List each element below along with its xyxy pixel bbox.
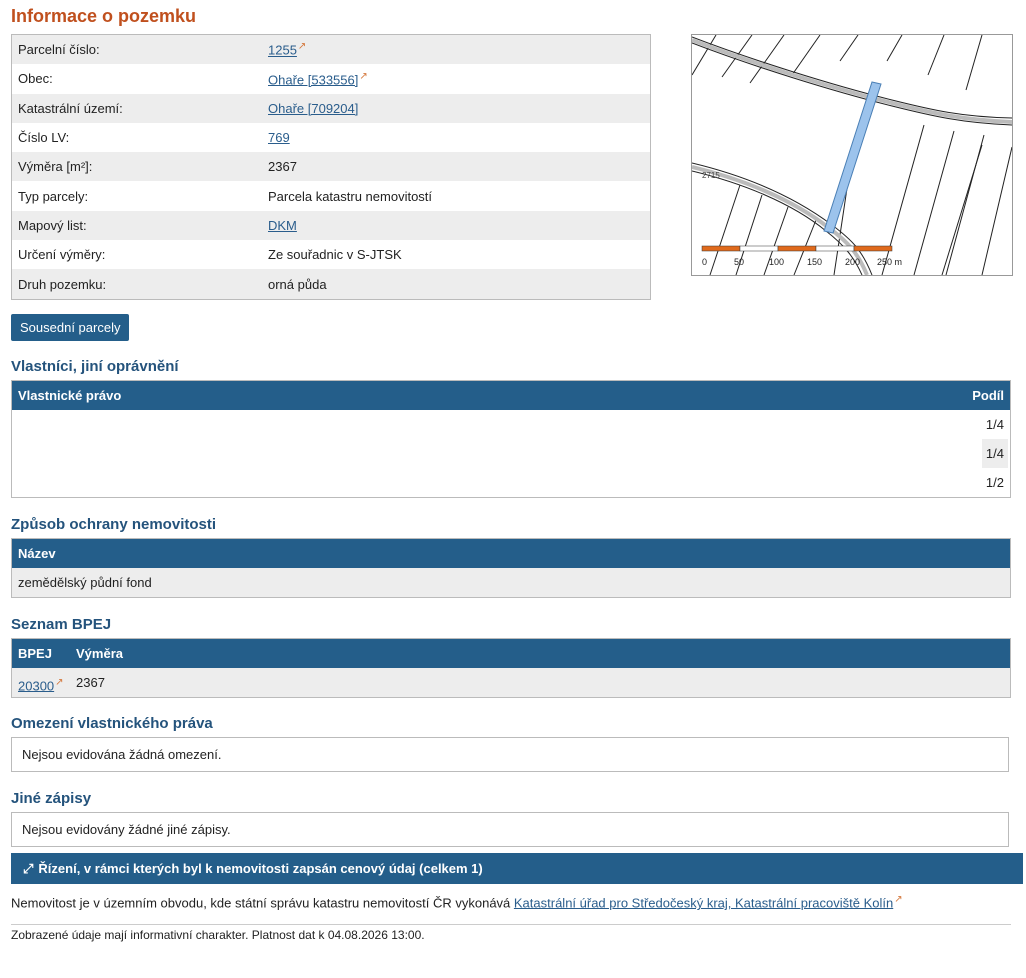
expand-arrows-icon: ⤢: [23, 861, 34, 876]
map-scale-bar: [702, 246, 892, 251]
column-header-share: Podíl: [972, 388, 1004, 403]
office-note: [11, 894, 903, 910]
restrictions-text: Nejsou evidována žádná omezení.: [11, 737, 1009, 772]
municipality-link[interactable]: Ohaře [533556]: [268, 72, 359, 88]
owners-heading: Vlastníci, jiní oprávnění: [11, 358, 179, 375]
info-label: Druh pozemku:: [12, 269, 263, 299]
owners-table: [11, 380, 1011, 498]
cadastral-area-link[interactable]: Ohaře [709204]: [268, 100, 359, 116]
info-row-municipality: [12, 64, 651, 93]
info-value: orná půda: [262, 269, 651, 299]
protection-heading: Způsob ochrany nemovitosti: [11, 516, 217, 533]
map-canvas: [692, 35, 1012, 275]
bpej-table-header: [12, 639, 1010, 668]
bpej-table: [11, 638, 1011, 698]
info-value: 2367: [262, 152, 651, 181]
parcel-number-link[interactable]: 1255: [268, 42, 297, 58]
info-row-map-sheet: [12, 211, 651, 240]
external-link-icon: ↗: [359, 70, 368, 82]
info-label: Výměra [m²]:: [12, 152, 263, 181]
external-link-icon: ↗: [297, 41, 307, 53]
protection-value: zemědělský půdní fond: [18, 575, 152, 590]
other-records-heading: Jiné zápisy: [11, 790, 92, 807]
scale-label: 200: [845, 257, 861, 267]
proceedings-expander[interactable]: [11, 853, 1023, 884]
table-row: [12, 439, 1010, 468]
info-value: [262, 35, 651, 65]
info-row-lv-number: [12, 123, 651, 152]
lv-number-link[interactable]: 769: [268, 130, 290, 146]
protection-table: [11, 538, 1011, 598]
info-label: Obec:: [18, 71, 53, 87]
owners-table-header: [12, 381, 1010, 410]
external-link-icon: ↗: [55, 677, 64, 688]
scale-label: 150: [807, 257, 823, 267]
info-value: Ze souřadnic v S-JTSK: [268, 247, 402, 263]
info-value: Parcela katastru nemovitostí: [268, 188, 433, 204]
share-value: 1/4: [985, 417, 1004, 432]
column-header-area: Výměra: [76, 646, 123, 661]
scale-label: 0: [702, 257, 708, 267]
other-records-text: Nejsou evidovány žádné jiné zápisy.: [11, 812, 1009, 847]
restrictions-heading: Omezení vlastnického práva: [11, 715, 213, 732]
data-validity-footer: Zobrazené údaje mají informativní charakter. Platnost dat k 04.08.2026 13:00.: [11, 928, 425, 942]
parcel-map[interactable]: [691, 34, 1013, 276]
neighbor-parcels-button[interactable]: Sousední parcely: [11, 314, 129, 341]
proceedings-label: Řízení, v rámci kterých byl k nemovitosti zapsán cenový údaj (celkem 1): [38, 861, 483, 876]
page-title: Informace o pozemku: [11, 6, 197, 26]
table-row: [12, 568, 1010, 597]
info-value: [262, 94, 651, 123]
info-value: [262, 211, 651, 240]
map-parcel-label: 2715: [702, 171, 720, 180]
info-row-area-determination: [12, 240, 651, 269]
scale-label: 50: [734, 257, 745, 267]
info-label: Typ parcely:: [18, 188, 89, 204]
column-header-name: Název: [18, 546, 56, 561]
protection-table-header: [12, 539, 1010, 568]
info-row-parcel-type: [12, 181, 651, 210]
info-row-cadastral-area: [12, 94, 651, 123]
column-header-bpej: BPEJ: [18, 646, 52, 661]
info-label: Číslo LV:: [18, 130, 70, 146]
map-sheet-link[interactable]: DKM: [268, 217, 297, 233]
info-row-area: [12, 152, 651, 181]
parcel-info-table: [11, 34, 651, 300]
divider: [11, 924, 1011, 925]
info-label: Katastrální území:: [12, 94, 263, 123]
info-value: [262, 64, 651, 93]
info-row-land-type: [12, 269, 651, 299]
external-link-icon: ↗: [894, 894, 903, 905]
info-row-parcel-number: [12, 35, 651, 65]
scale-label: 250 m: [877, 257, 903, 267]
share-value: 1/4: [982, 439, 1008, 468]
info-label: Určení výměry:: [18, 247, 106, 263]
share-value: 1/2: [985, 475, 1004, 490]
office-note-text: Nemovitost je v územním obvodu, kde státní správu katastru nemovitostí ČR vykonává: [11, 895, 514, 911]
cadastral-office-link[interactable]: Katastrální úřad pro Středočeský kraj, Katastrální pracoviště Kolín: [513, 895, 894, 911]
scale-label: 100: [769, 257, 785, 267]
bpej-area: 2367: [76, 675, 105, 690]
info-label: Mapový list:: [12, 211, 263, 240]
table-row: [12, 468, 1010, 497]
column-header-ownership-right: Vlastnické právo: [18, 388, 122, 403]
bpej-heading: Seznam BPEJ: [11, 616, 112, 633]
table-row: [12, 410, 1010, 439]
table-row: [12, 668, 1010, 697]
info-label: Parcelní číslo:: [12, 35, 263, 65]
bpej-code-link[interactable]: 20300: [18, 678, 55, 694]
info-value: [262, 123, 651, 152]
